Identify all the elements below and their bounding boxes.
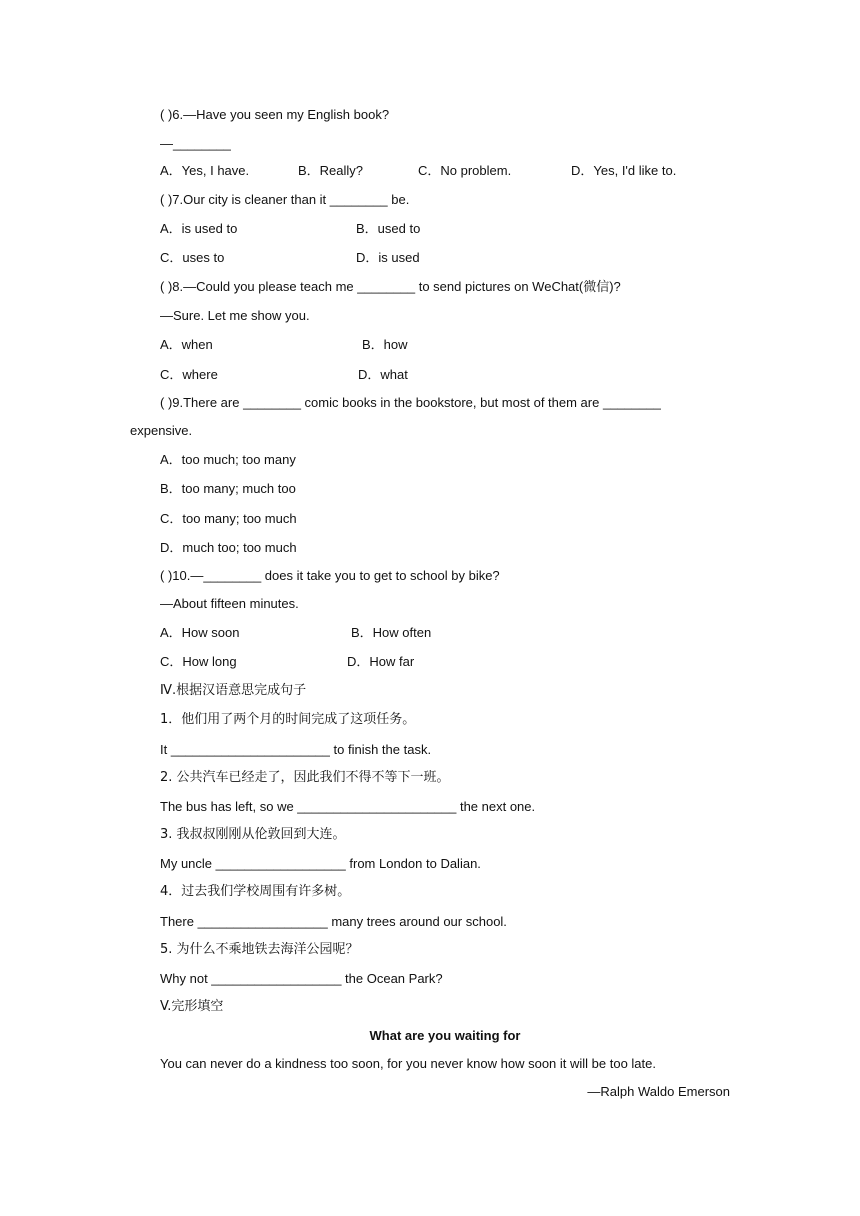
translation-3-english: My uncle __________________ from London to Dalian. xyxy=(160,856,481,871)
passage-title: What are you waiting for xyxy=(369,1028,521,1043)
q6-stem: ( )6.—Have you seen my English book? xyxy=(160,107,390,122)
epigraph-quote: You can never do a kindness too soon, for you never know how soon it will be too late. xyxy=(160,1056,656,1071)
translation-2-chinese: 2. 公共汽车已经走了，因此我们不得不等下一班。 xyxy=(160,770,450,785)
q9-stem-continued: expensive. xyxy=(130,423,193,438)
q9-option-d: D．much too; too much xyxy=(160,540,297,555)
q8-option-d: D．what xyxy=(358,367,408,382)
q8-stem: ( )8.—Could you please teach me ________ to send pictures on WeChat(微信)? xyxy=(160,279,621,294)
q7-option-d: D．is used xyxy=(356,250,420,265)
translation-1-english: It ______________________ to finish the task. xyxy=(160,742,432,757)
q10-option-a: A．How soon xyxy=(160,625,240,640)
q6-option-a: A．Yes, I have. xyxy=(160,163,250,178)
q10-stem: ( )10.—________ does it take you to get to school by bike? xyxy=(160,568,500,583)
q6-reply: —________ xyxy=(160,136,231,151)
q10-option-b: B．How often xyxy=(351,625,432,640)
q6-option-c: C．No problem. xyxy=(418,163,512,178)
section-4-heading: Ⅳ.根据汉语意思完成句子 xyxy=(160,683,307,698)
q10-option-c: C．How long xyxy=(160,654,237,669)
q6-option-b: B．Really? xyxy=(298,163,364,178)
translation-5-english: Why not __________________ the Ocean Park? xyxy=(160,971,443,986)
q9-stem: ( )9.There are ________ comic books in the bookstore, but most of them are ________ xyxy=(160,395,661,410)
translation-3-chinese: 3. 我叔叔刚刚从伦敦回到大连。 xyxy=(160,827,346,842)
translation-4-english: There __________________ many trees around our school. xyxy=(160,914,507,929)
q9-option-a: A．too much; too many xyxy=(160,452,296,467)
q7-stem: ( )7.Our city is cleaner than it ________ be. xyxy=(160,192,410,207)
q7-option-c: C．uses to xyxy=(160,250,225,265)
translation-1-chinese: 1．他们用了两个月的时间完成了这项任务。 xyxy=(160,712,416,727)
q7-option-b: B．used to xyxy=(356,221,421,236)
q6-option-d: D．Yes, I'd like to. xyxy=(571,163,677,178)
epigraph-author: —Ralph Waldo Emerson xyxy=(587,1084,730,1099)
translation-5-chinese: 5. 为什么不乘地铁去海洋公园呢？ xyxy=(160,942,359,957)
q8-option-c: C．where xyxy=(160,367,218,382)
q10-option-d: D．How far xyxy=(347,654,415,669)
section-5-heading: V.完形填空 xyxy=(160,999,224,1014)
q8-option-a: A．when xyxy=(160,337,213,352)
q8-option-b: B．how xyxy=(362,337,408,352)
q7-option-a: A．is used to xyxy=(160,221,238,236)
q8-reply: —Sure. Let me show you. xyxy=(160,308,310,323)
translation-4-chinese: 4．过去我们学校周围有许多树。 xyxy=(160,884,351,899)
q9-option-c: C．too many; too much xyxy=(160,511,297,526)
translation-2-english: The bus has left, so we ______________________ the next one. xyxy=(160,799,536,814)
q10-reply: —About fifteen minutes. xyxy=(160,596,299,611)
q9-option-b: B．too many; much too xyxy=(160,481,296,496)
